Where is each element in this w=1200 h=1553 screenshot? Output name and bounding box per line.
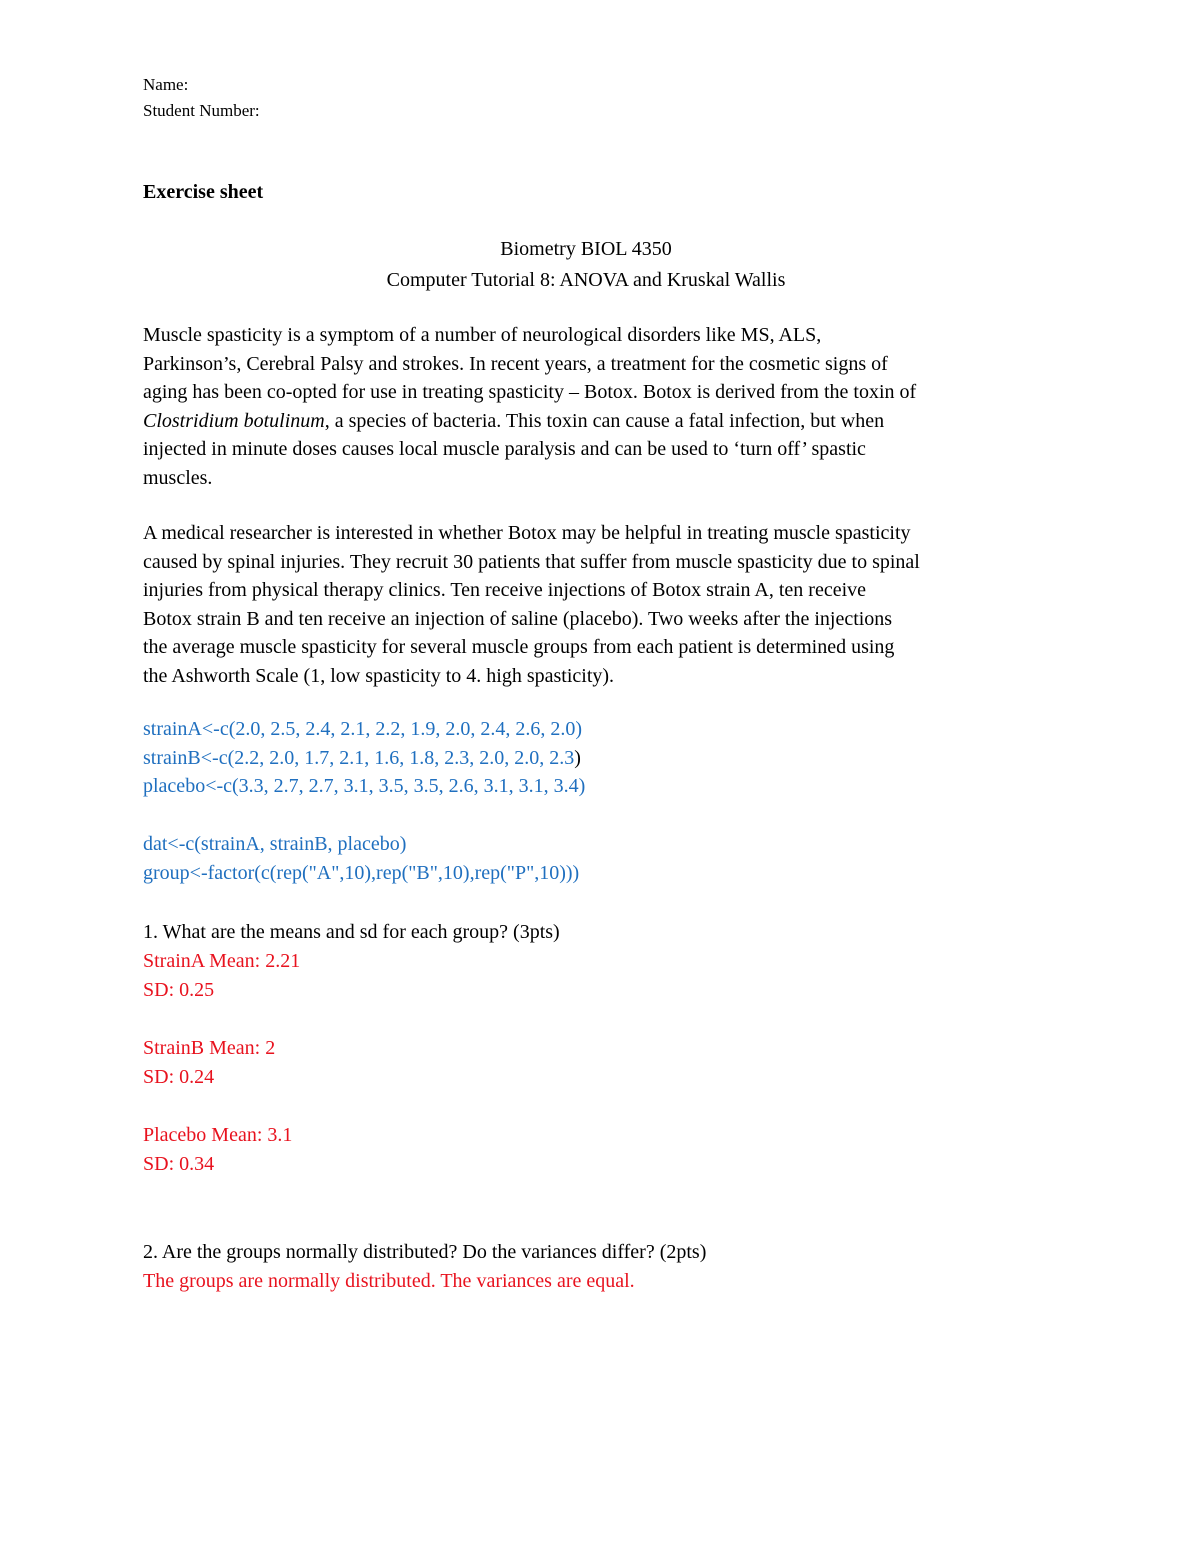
study-line-4: Botox strain B and ten receive an injection of saline (placebo). Two weeks after the injections — [143, 607, 893, 630]
intro-line-2: Parkinson’s, Cerebral Palsy and strokes. In recent years, a treatment for the cosmetic signs of — [143, 352, 888, 375]
course-subtitle: Computer Tutorial 8: ANOVA and Kruskal Wallis — [386, 269, 786, 291]
answer-strainB-mean: StrainB Mean: 2 — [143, 1037, 276, 1059]
intro-line-6: muscles. — [143, 466, 213, 489]
study-paragraph — [143, 519, 920, 690]
answer-placebo-mean: Placebo Mean: 3.1 — [143, 1124, 293, 1146]
intro-paragraph — [143, 321, 916, 492]
intro-line-4-rest: , a species of bacteria. This toxin can cause a fatal infection, but when — [324, 409, 885, 432]
code-line-placebo: placebo<-c(3.3, 2.7, 2.7, 3.1, 3.5, 3.5, 2.6, 3.1, 3.1, 3.4) — [143, 775, 586, 797]
question-2-answer: The groups are normally distributed. The variances are equal. — [143, 1270, 635, 1292]
answer-strainA-mean: StrainA Mean: 2.21 — [143, 950, 301, 972]
code-line-dat: dat<-c(strainA, strainB, placebo) — [143, 833, 407, 855]
study-line-6: the Ashworth Scale (1, low spasticity to 4. high spasticity). — [143, 664, 615, 687]
code-line-group: group<-factor(c(rep("A",10),rep("B",10),rep("P",10))) — [143, 861, 580, 884]
answer-strainA-sd: SD: 0.25 — [143, 979, 215, 1001]
code-block-group — [143, 830, 579, 887]
question-2-prompt: 2. Are the groups normally distributed? Do the variances differ? (2pts) — [143, 1241, 707, 1263]
species-name: Clostridium botulinum — [143, 409, 325, 432]
code-line-strainB-text: strainB<-c(2.2, 2.0, 1.7, 2.1, 1.6, 1.8, 2.3, 2.0, 2.0, 2.3 — [143, 746, 575, 769]
student-number-label: Student Number: — [143, 101, 260, 120]
question-1-prompt: 1. What are the means and sd for each group? (3pts) — [143, 921, 560, 943]
answer-placebo-sd: SD: 0.34 — [143, 1153, 215, 1175]
course-title: Biometry BIOL 4350 — [500, 238, 672, 260]
sheet-title: Exercise sheet — [143, 181, 264, 203]
intro-line-3: aging has been co-opted for use in treating spasticity – Botox. Botox is derived from the toxin of — [143, 381, 917, 403]
intro-line-5: injected in minute doses causes local muscle paralysis and can be used to ‘turn off’ spastic — [143, 438, 866, 460]
intro-line-1: Muscle spasticity is a symptom of a number of neurological disorders like MS, ALS, — [143, 324, 822, 346]
study-line-2: caused by spinal injuries. They recruit 30 patients that suffer from muscle spasticity due to spinal — [143, 550, 920, 573]
study-line-5: the average muscle spasticity for several muscle groups from each patient is determined using — [143, 636, 895, 658]
intro-line-4 — [143, 407, 916, 436]
code-block-data — [143, 715, 585, 801]
answer-strainB-sd: SD: 0.24 — [143, 1066, 215, 1088]
name-label: Name: — [143, 75, 189, 94]
study-line-3: injuries from physical therapy clinics. Ten receive injections of Botox strain A, ten receive — [143, 579, 867, 601]
code-line-strainB — [143, 744, 585, 773]
study-line-1: A medical researcher is interested in whether Botox may be helpful in treating muscle spasticity — [143, 522, 911, 544]
code-line-strainB-close: ) — [574, 746, 581, 769]
code-line-strainA: strainA<-c(2.0, 2.5, 2.4, 2.1, 2.2, 1.9, 2.0, 2.4, 2.6, 2.0) — [143, 718, 583, 740]
